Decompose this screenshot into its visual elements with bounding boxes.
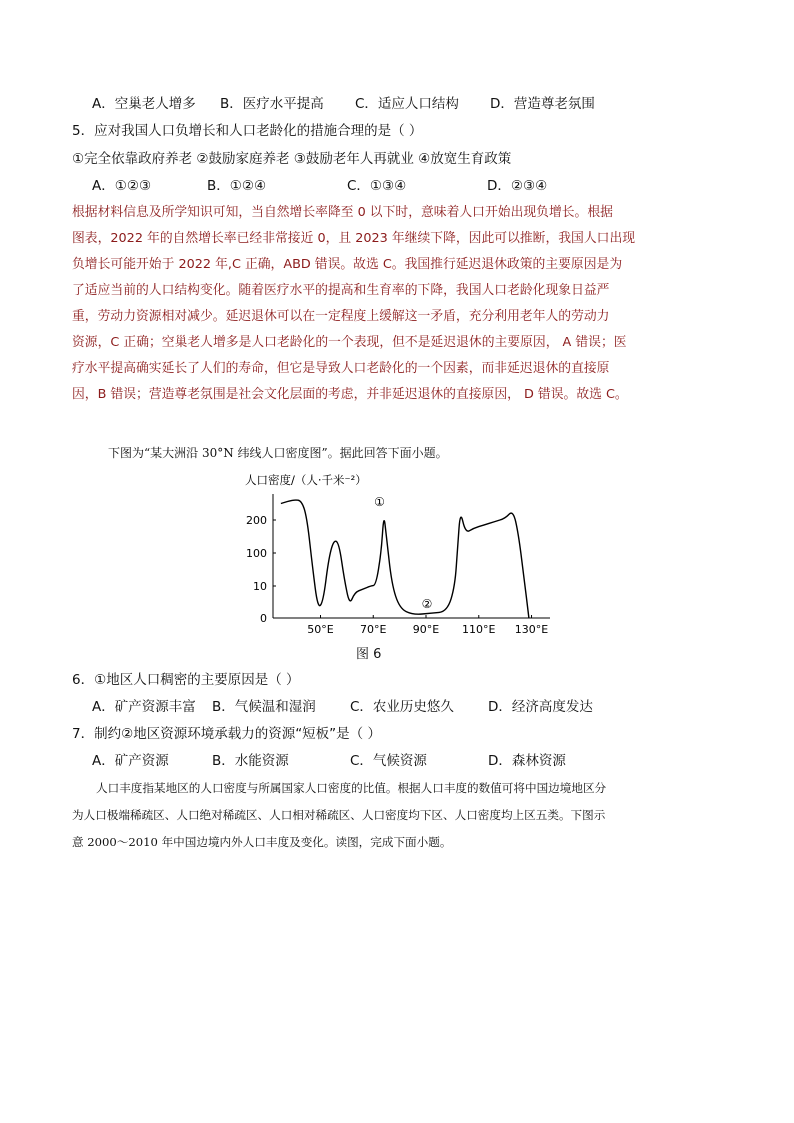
- x-tick-label: 110°E: [462, 623, 496, 636]
- population-density-chart: [240, 468, 560, 668]
- q4-option-b[interactable]: B．医疗水平提高: [220, 96, 324, 112]
- q4-option-c[interactable]: C．适应人口结构: [355, 96, 459, 112]
- y-tick-label: 0: [260, 612, 267, 625]
- q7-option-b[interactable]: B．水能资源: [212, 753, 289, 769]
- q5-option-d[interactable]: D．②③④: [487, 178, 548, 194]
- y-axis-label: 人口密度/（人·千米⁻²）: [245, 473, 367, 487]
- q6-option-b[interactable]: B．气候温和湿润: [212, 699, 316, 715]
- analysis-line: 负增长可能开始于 2022 年,C 正确，ABD 错误。故选 C。我国推行延迟退休政策的主要原因是为: [72, 257, 623, 272]
- q5-option-b[interactable]: B．①②④: [207, 178, 267, 194]
- q7-stem: 7．制约②地区资源环境承载力的资源“短板”是（ ）: [72, 726, 381, 742]
- q6-stem: 6．①地区人口稠密的主要原因是（ ）: [72, 672, 300, 688]
- q6-option-c[interactable]: C．农业历史悠久: [350, 699, 454, 715]
- q6-options: [92, 698, 593, 716]
- x-tick-label: 130°E: [514, 623, 549, 636]
- x-tick-label: 50°E: [307, 623, 334, 636]
- intro2-line: 为人口极端稀疏区、人口绝对稀疏区、人口相对稀疏区、人口密度均下区、人口密度均上区五类。下图示: [72, 808, 606, 822]
- q4-options: [92, 95, 595, 113]
- annotation-2: ②: [421, 597, 433, 611]
- analysis-line: 重，劳动力资源相对减少。延迟退休可以在一定程度上缓解这一矛盾，充分利用老年人的劳动力: [72, 309, 610, 324]
- analysis-line: 了适应当前的人口结构变化。随着医疗水平的提高和生育率的下降，我国人口老龄化现象日益严: [72, 283, 610, 298]
- intro-text: 下图为“某大洲沿 30°N 纬线人口密度图”。据此回答下面小题。: [108, 446, 448, 460]
- q4-option-d[interactable]: D．营造尊老氛围: [490, 96, 595, 112]
- q7-options: [92, 752, 566, 770]
- q7-option-c[interactable]: C．气候资源: [350, 753, 427, 769]
- q6-option-d[interactable]: D．经济高度发达: [488, 699, 593, 715]
- q5-option-c[interactable]: C．①③④: [347, 178, 407, 194]
- y-tick-label: 10: [253, 580, 267, 593]
- intro2-line: 意 2000～2010 年中国边境内外人口丰度及变化。读图，完成下面小题。: [72, 835, 452, 849]
- density-series-line: [281, 500, 529, 618]
- y-tick-label: 200: [246, 514, 267, 527]
- intro2-line: 人口丰度指某地区的人口密度与所属国家人口密度的比值。根据人口丰度的数值可将中国边境地区分: [96, 781, 607, 795]
- q6-option-a[interactable]: A．矿产资源丰富: [92, 699, 196, 715]
- y-ticks: [246, 514, 276, 625]
- analysis-line: 根据材料信息及所学知识可知，当自然增长率降至 0 以下时，意味着人口开始出现负增长。根据: [72, 205, 613, 220]
- annotation-1: ①: [374, 495, 385, 509]
- q7-option-d[interactable]: D．森林资源: [488, 753, 566, 769]
- q5-stem: 5．应对我国人口负增长和人口老龄化的措施合理的是（ ）: [72, 123, 423, 139]
- analysis-line: 因，B 错误；营造尊老氛围是社会文化层面的考虑，并非延迟退休的直接原因， D 错误。故选 C。: [72, 387, 628, 402]
- intro2-text: [72, 775, 724, 856]
- q4-option-a[interactable]: A．空巢老人增多: [92, 96, 196, 112]
- analysis-line: 图表，2022 年的自然增长率已经非常接近 0，且 2023 年继续下降，因此可以推断，我国人口出现: [72, 231, 636, 246]
- y-tick-label: 100: [246, 547, 267, 560]
- q5-options: [92, 177, 547, 195]
- x-tick-label: 90°E: [412, 623, 440, 636]
- q7-option-a[interactable]: A．矿产资源: [92, 753, 169, 769]
- q5-items: ①完全依靠政府养老 ②鼓励家庭养老 ③鼓励老年人再就业 ④放宽生育政策: [72, 151, 512, 167]
- figure-caption: 图 6: [356, 647, 382, 662]
- analysis-line: 疗水平提高确实延长了人们的寿命，但它是导致人口老龄化的一个因素，而非延迟退休的直接原: [72, 361, 610, 376]
- analysis-line: 资源，C 正确；空巢老人增多是人口老龄化的一个表现，但不是延迟退休的主要原因， A 错误；医: [72, 335, 627, 350]
- analysis-text: [72, 200, 724, 408]
- x-tick-label: 70°E: [360, 623, 387, 636]
- q5-option-a[interactable]: A．①②③: [92, 178, 152, 194]
